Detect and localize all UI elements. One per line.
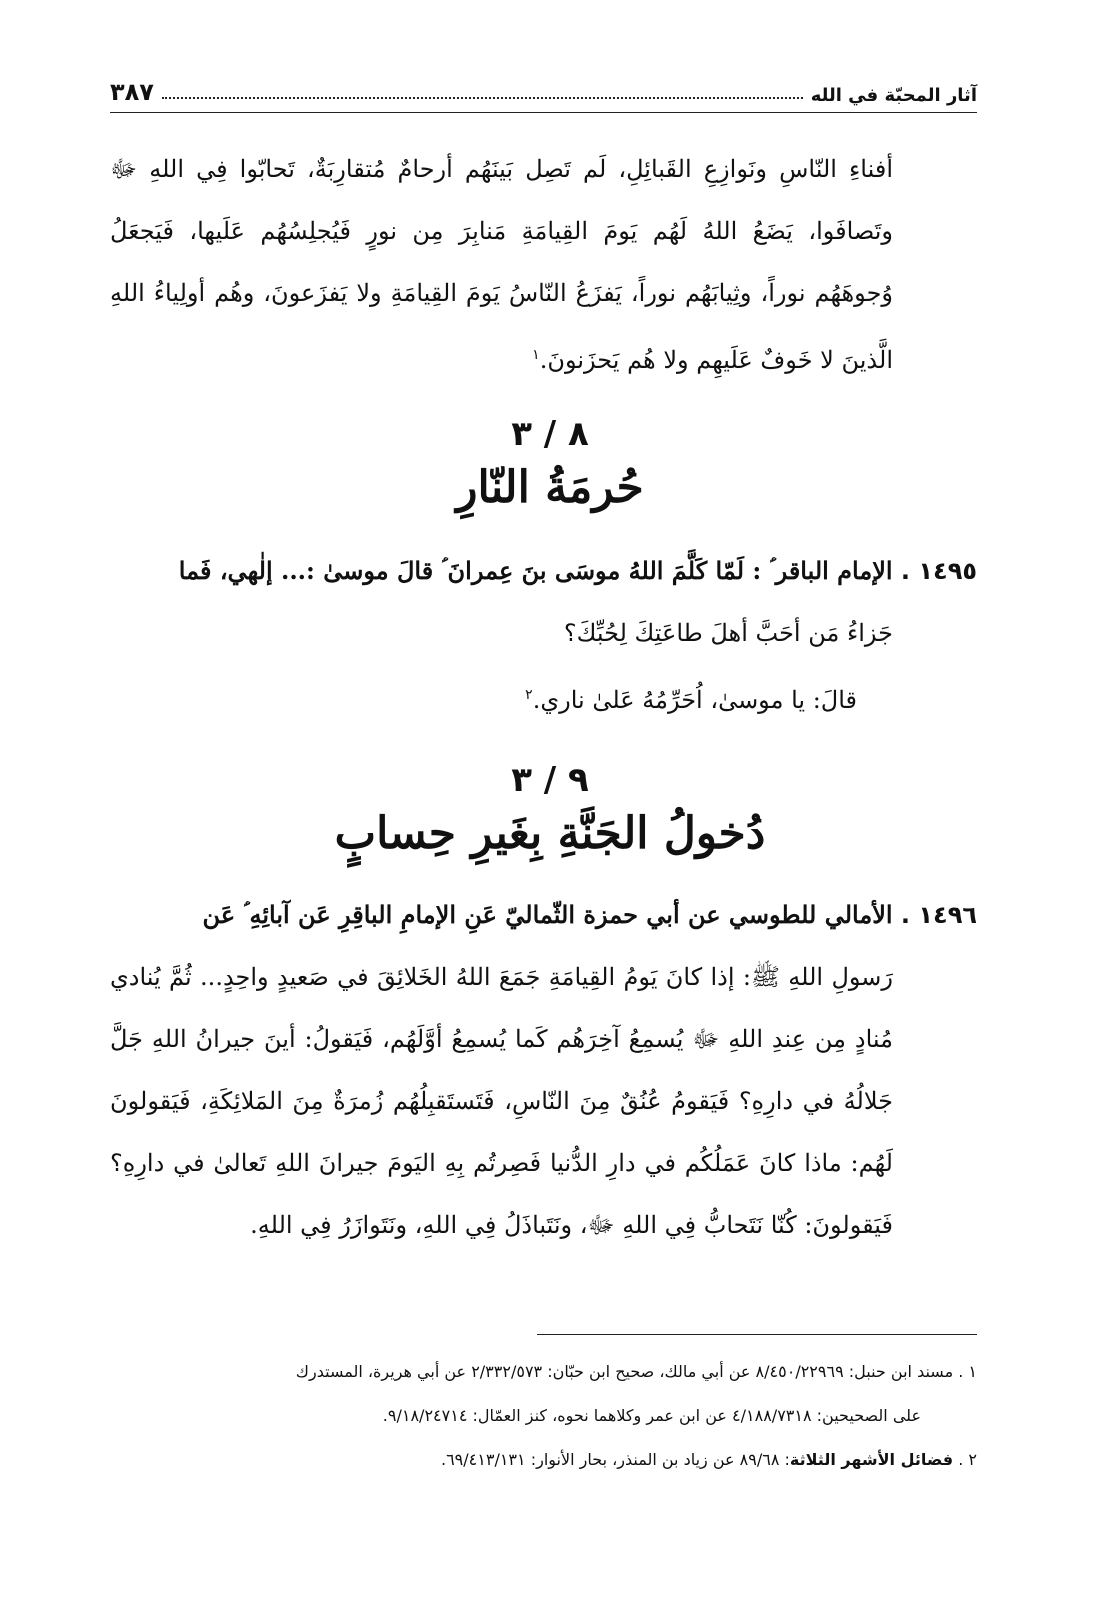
footnote-ref-2[interactable]: ٢: [525, 687, 533, 703]
footnote-1: [110, 1350, 977, 1394]
hadith-1496-text: رَسولِ اللهِ ﷺ: إذا كانَ يَومُ القِيامَةِ جَمَعَ اللهُ الخَلائِقَ في صَعيدٍ واحِدٍ... ثُمَّ يُنادي مُنادٍ مِن عِندِ اللهِ ﷻ يُسمِعُ آخِرَهُم كَما يُسمِعُ أوَّلَهُم، فَيَقولُ: أينَ جيرانُ اللهِ جَلَّ جَلالُهُ في دارِهِ؟ فَيَقومُ عُنُقٌ مِنَ النّاسِ، فَتَستَقبِلُهُم زُمرَةٌ مِنَ المَلائِكَةِ، فَيَقولونَ لَهُم: ماذا كانَ عَمَلُكُم في دارِ الدُّنيا فَصِرتُم بِهِ اليَومَ جيرانَ اللهِ تَعالىٰ في دارِهِ؟ فَيَقولونَ: كُنّا نَتَحابُّ فِي اللهِ ﷻ، ونَتَباذَلُ فِي اللهِ، ونَتَوازَرُ فِي اللهِ.: [110, 963, 894, 1239]
page-number: ٣٨٧: [110, 78, 154, 106]
footnote-1-continuation: على الصحيحين: ٤/١٨٨/٧٣١٨ عن ابن عمر وكلاهما نحوه، كنز العمّال: ٩/١٨/٢٤٧١٤.: [382, 1406, 921, 1425]
hadith-1495-question: جَزاءُ مَن أحَبَّ أهلَ طاعَتِكَ لِحُبِّكَ؟: [563, 619, 893, 647]
intro-paragraph: [110, 138, 893, 391]
hadith-1495-reply-text: قالَ: يا موسىٰ، اُحَرِّمُهُ عَلىٰ ناري.: [532, 686, 857, 714]
hadith-1496-number: ١٤٩٦ .: [900, 901, 977, 929]
section-9-title: دُخولُ الجَنَّةِ بِغَيرِ حِسابٍ: [334, 808, 766, 859]
hadith-1496-first-line: [110, 884, 977, 946]
section-9-number: ٩ / ٣: [511, 760, 589, 800]
book-title: آثار المحبّة في الله: [810, 85, 977, 106]
footnote-2-text: : ٨٩/٦٨ عن زياد بن المنذر، بحار الأنوار: ٦٩/٤١٣/١٣١.: [440, 1450, 790, 1469]
hadith-1496-source: الأمالي للطوسي عن أبي حمزة الثّماليّ عَنِ الإمامِ الباقِرِ عَن آبائِهِ ؑ عَن: [202, 900, 893, 929]
footnote-2-label: فضائل الأشهر الثلاثة: [789, 1450, 954, 1469]
hadith-1495-number: ١٤٩٥ .: [900, 557, 977, 585]
hadith-1495-reply: [110, 664, 857, 731]
footnote-ref-1[interactable]: ١: [532, 347, 540, 363]
footnote-1-marker: ١ .: [958, 1362, 977, 1381]
hadith-1495-source: الإمام الباقر ؑ : لَمّا كَلَّمَ اللهُ موسَى بنَ عِمرانَ ؑ قالَ موسىٰ :... إلٰهي، فَما: [178, 556, 893, 585]
header-rule: [110, 112, 977, 113]
hadith-1496: [110, 884, 977, 1256]
footnote-rule: [537, 1334, 977, 1335]
hadith-1495-first-line: [110, 540, 977, 602]
header-leader-dots: [162, 97, 803, 99]
footnote-2-marker: ٢ .: [958, 1450, 977, 1469]
footnotes: [110, 1350, 977, 1482]
section-8-title: حُرمَةُ النّارِ: [456, 462, 644, 513]
section-8-number: ٨ / ٣: [511, 414, 589, 454]
hadith-1495: [110, 540, 977, 731]
intro-text: أفناءِ النّاسِ ونَوازِعِ القَبائِلِ، لَم تَصِل بَينَهُم أرحامٌ مُتقارِبَةٌ، تَحابّوا فِي اللهِ ﷻ وتَصافَوا، يَضَعُ اللهُ لَهُم يَومَ القِيامَةِ مَنابِرَ مِن نورٍ فَيُجلِسُهُم عَلَيها، فَيَجعَلُ وُجوهَهُم نوراً، وثِيابَهُم نوراً، يَفزَعُ النّاسُ يَومَ القِيامَةِ ولا يَفزَعونَ، وهُم أولِياءُ اللهِ الَّذينَ لا خَوفٌ عَلَيهِم ولا هُم يَحزَنونَ.: [110, 155, 893, 374]
running-header: [110, 72, 977, 106]
footnote-2: [110, 1438, 977, 1482]
footnote-1-text: مسند ابن حنبل: ٨/٤٥٠/٢٢٩٦٩ عن أبي مالك، صحيح ابن حبّان: ٢/٣٣٢/٥٧٣ عن أبي هريرة، المستدرك: [295, 1362, 954, 1381]
